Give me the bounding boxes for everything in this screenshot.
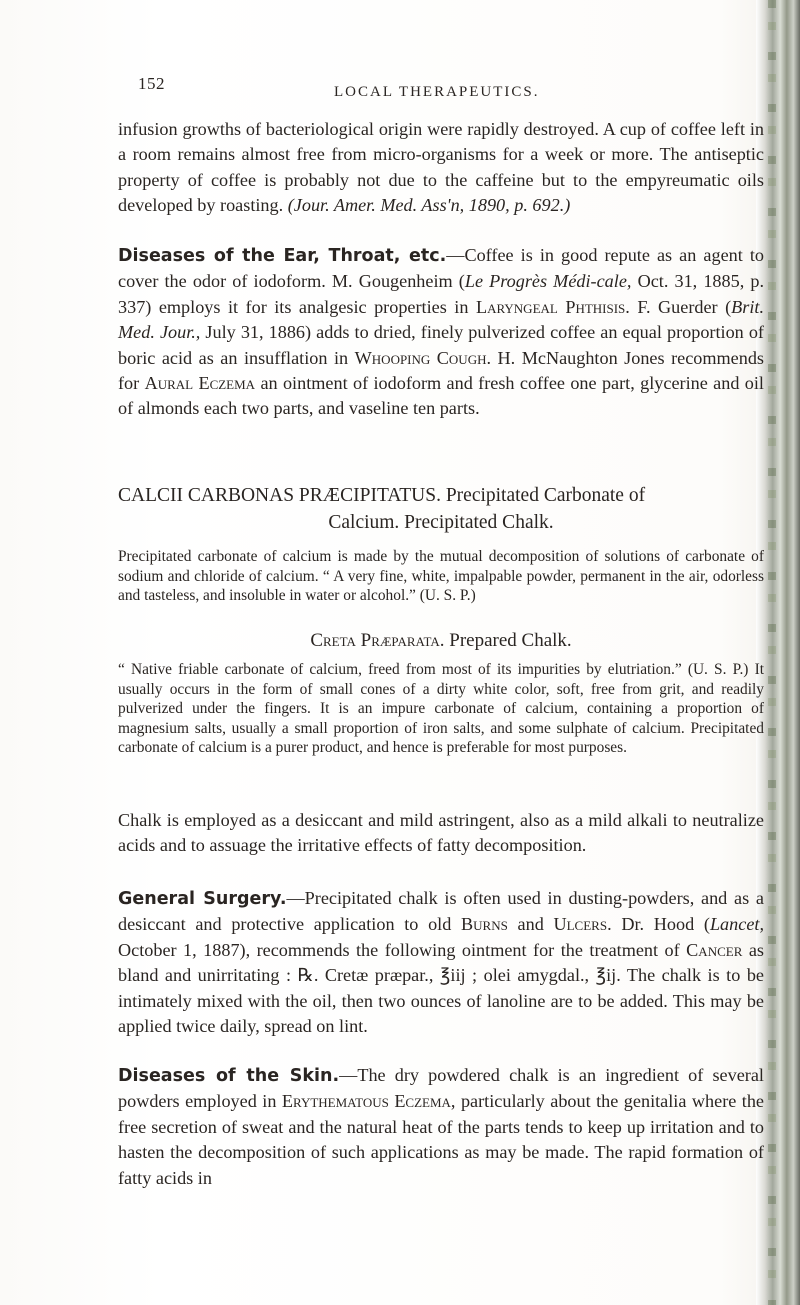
section-heading-ear-throat: Diseases of the Ear, Throat, etc. xyxy=(118,246,447,266)
paragraph-coffee-antiseptic xyxy=(118,117,764,219)
paragraph-text: infusion growths of bacteriological origin were rapidly destroyed. A cup of coffee left in a room remains almost free from micro-organisms for a week or more. The antiseptic property of coffee is probably not due to the caffeine but to the empyreumatic oils developed by roasting. xyxy=(118,119,764,216)
page-number: 152 xyxy=(138,74,165,93)
term-whooping-cough: Whooping Cough. xyxy=(354,347,492,368)
term-burns: Burns xyxy=(461,914,508,935)
page-header xyxy=(138,74,748,104)
running-head: LOCAL THERAPEUTICS. xyxy=(334,84,540,100)
subheading-creta-praeparata: Creta Præparata. Prepared Chalk. xyxy=(310,630,572,651)
section-heading-skin: Diseases of the Skin. xyxy=(118,1066,340,1086)
paragraph-ear-throat: Diseases of the Ear, Throat, etc.—Coffee is in good repute as an agent to cover the odor of iodoform. M. Gougenheim (Le Progrès Médi-cale, Oct. 31, 1885, p. 337) employs it for its analgesic properties in Laryngeal Phthisis. F. Guerder (Brit. Med. Jour., July 31, 1886) adds to dried, finely pulverized coffee an equal proportion of boric acid as an insufflation in Whooping Cough. H. McNaughton Jones recommends for Aural Eczema an ointment of iodoform and fresh coffee one part, glycerine and oil of almonds each two parts, and vaseline ten parts. xyxy=(118,245,765,419)
monograph-subtitle: Calcium. Precipitated Chalk. xyxy=(328,512,554,533)
term-aural-eczema: Aural Eczema xyxy=(144,373,256,394)
term-ulcers: Ulcers. xyxy=(553,914,612,935)
citation: (Jour. Amer. Med. Ass'n, 1890, p. 692.) xyxy=(287,195,571,216)
paragraph-general-surgery: General Surgery.—Precipitated chalk is often used in dusting-powders, and as a desiccant and protective application to old Burns and Ulcers. Dr. Hood (Lancet, October 1, 1887), recommends the following ointment for the treatment of Cancer as bland and unirritating : ℞. Cretæ præpar., ℥iij ; olei amygdal., ℥ij. The chalk is to be intimately mixed with the oil, then two ounces of lanoline are to be added. This may be applied twice daily, spread on lint. xyxy=(118,888,765,1037)
term-cancer: Cancer xyxy=(686,939,743,960)
monograph-title xyxy=(118,482,764,536)
section-heading-general-surgery: General Surgery. xyxy=(118,889,287,909)
paragraph-precipitated-carbonate: Precipitated carbonate of calcium is made by the mutual decomposition of solutions of carbonate of sodium and chloride of calcium. “ A very fine, white, impalpable powder, permanent in the air, odorless and tasteless, and insoluble in water or alcohol.” (U. S. P.) xyxy=(118,548,764,605)
term-erythematous-eczema: Erythematous Eczema, xyxy=(281,1091,456,1112)
paragraph-chalk-uses: Chalk is employed as a desiccant and mild astringent, also as a mild alkali to neutralize acids and to assuage the irritative effects of fatty decomposition. xyxy=(118,810,764,856)
paragraph-prepared-chalk: “ Native friable carbonate of calcium, freed from most of its impurities by elutriation.” (U. S. P.) It usually occurs in the form of small cones of a dirty white color, soft, free from grit, and readily pulverized under the fingers. It is an impure carbonate of calcium, containing a proportion of magnesium salts, usually a small proportion of iron salts, and some sulphate of calcium. Precipitated carbonate of calcium is a purer product, and hence is preferable for most purposes. xyxy=(118,661,764,757)
term-laryngeal-phthisis: Laryngeal Phthisis. xyxy=(475,296,630,317)
monograph-title-line: CALCII CARBONAS PRÆCIPITATUS. Precipitated Carbonate of xyxy=(118,485,646,506)
paragraph-skin-diseases: Diseases of the Skin.—The dry powdered chalk is an ingredient of several powders employed in Erythematous Eczema, particularly about the genitalia where the free secretion of sweat and the natural heat of the parts tends to keep up irritation and to hasten the decomposition of such applications as may be made. The rapid formation of fatty acids in xyxy=(118,1065,765,1188)
